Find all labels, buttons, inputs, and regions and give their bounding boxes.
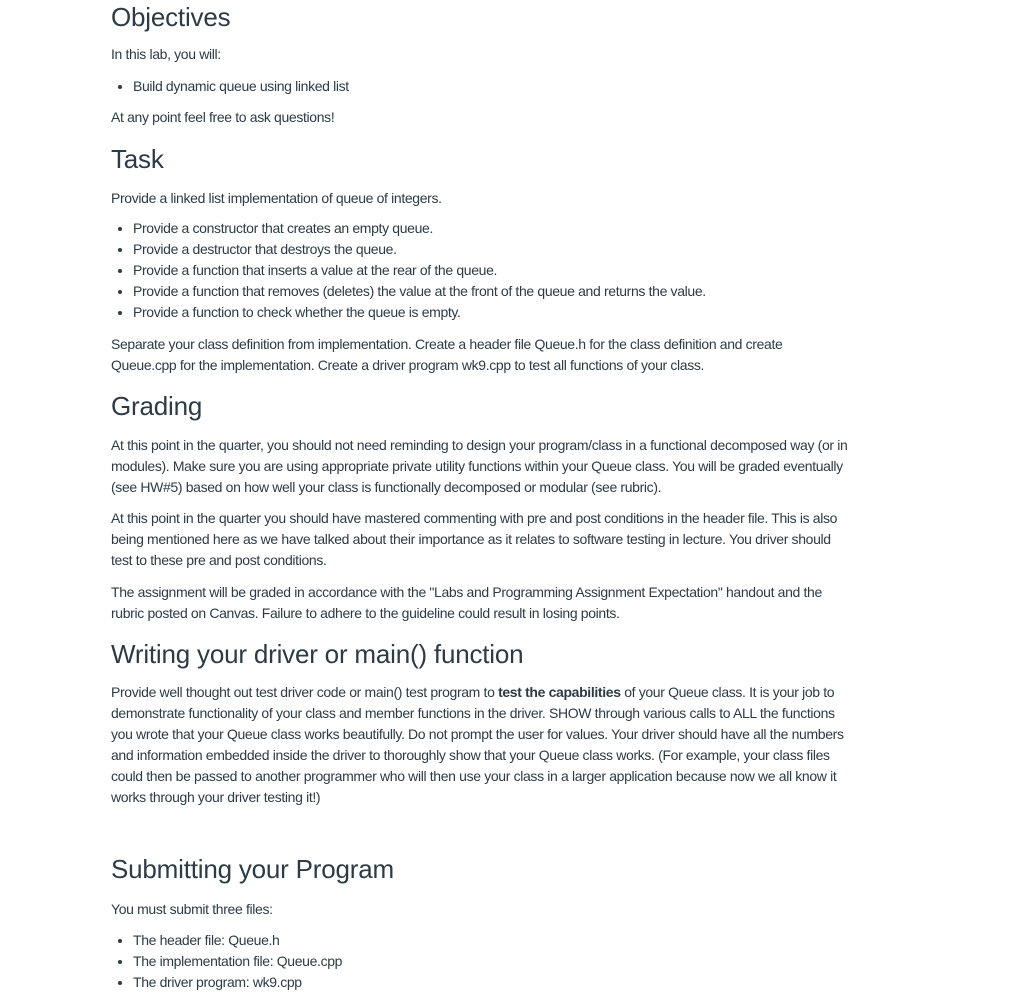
list-item: • Provide a destructor that destroys the queue.: [133, 239, 873, 260]
grading-heading: Grading: [111, 391, 203, 421]
task-heading: Task: [111, 144, 164, 174]
list-item: • Provide a function to check whether the queue is empty.: [133, 302, 873, 323]
list-item: • Provide a constructor that creates an empty queue.: [133, 218, 873, 239]
submitting-intro: You must submit three files:: [111, 901, 273, 917]
task-separate-paragraph: Separate your class definition from implementation. Create a header file Queue.h for the class definition and create Queue.cpp for the implementation. Create a driver program wk9.cpp to test all functions of your class.: [111, 336, 783, 373]
driver-text-start: Provide well thought out test driver code or main() test program to: [111, 684, 499, 700]
task-list: [111, 218, 873, 323]
grading-paragraph-1: At this point in the quarter, you should not need reminding to design your program/class in a functional decomposed way (or in modules). Make sure you are using appropriate private utility functions within your Queue class. You will be graded eventually (see HW#5) based on how well your class is functionally decomposed or modular (see rubric).: [111, 437, 848, 495]
objectives-intro: In this lab, you will:: [111, 46, 221, 62]
objectives-closing: At any point feel free to ask questions!: [111, 109, 335, 125]
driver-paragraph: [111, 682, 851, 808]
list-item: • The implementation file: Queue.cpp: [133, 951, 873, 972]
list-item: • Provide a function that removes (deletes) the value at the front of the queue and returns the value.: [133, 281, 873, 302]
driver-text-bold: test the capabilities: [498, 684, 621, 700]
objectives-heading: Objectives: [111, 2, 231, 32]
list-item: • Build dynamic queue using linked list: [133, 76, 873, 97]
grading-paragraph-3: The assignment will be graded in accordance with the "Labs and Programming Assignment Expectation" handout and the rubric posted on Canvas. Failure to adhere to the guideline could result in losing points.: [111, 584, 822, 621]
driver-heading: Writing your driver or main() function: [111, 639, 524, 669]
list-item: • The header file: Queue.h: [133, 930, 873, 951]
driver-text-end: of your Queue class. It is your job to demonstrate functionality of your class and member functions in the driver. SHOW through various calls to ALL the functions you wrote that your Queue class works beautifully. Do not prompt the user for values. Your driver should have all the numbers and information embedded inside the driver to thoroughly show that your Queue class works. (For example, your class files could then be passed to another programmer who will then use your class in a larger application because now we all know it works through your driver testing it!): [111, 684, 844, 805]
grading-paragraph-2: At this point in the quarter you should have mastered commenting with pre and post conditions in the header file. This is also being mentioned here as we have talked about their importance as it relates to software testing in lecture. You driver should test to these pre and post conditions.: [111, 510, 838, 568]
task-intro: Provide a linked list implementation of queue of integers.: [111, 190, 442, 206]
objectives-list: [111, 76, 873, 97]
list-item: • The driver program: wk9.cpp: [133, 972, 873, 993]
list-item: • Provide a function that inserts a value at the rear of the queue.: [133, 260, 873, 281]
submitting-heading: Submitting your Program: [111, 854, 394, 884]
submitting-list: [111, 930, 873, 993]
